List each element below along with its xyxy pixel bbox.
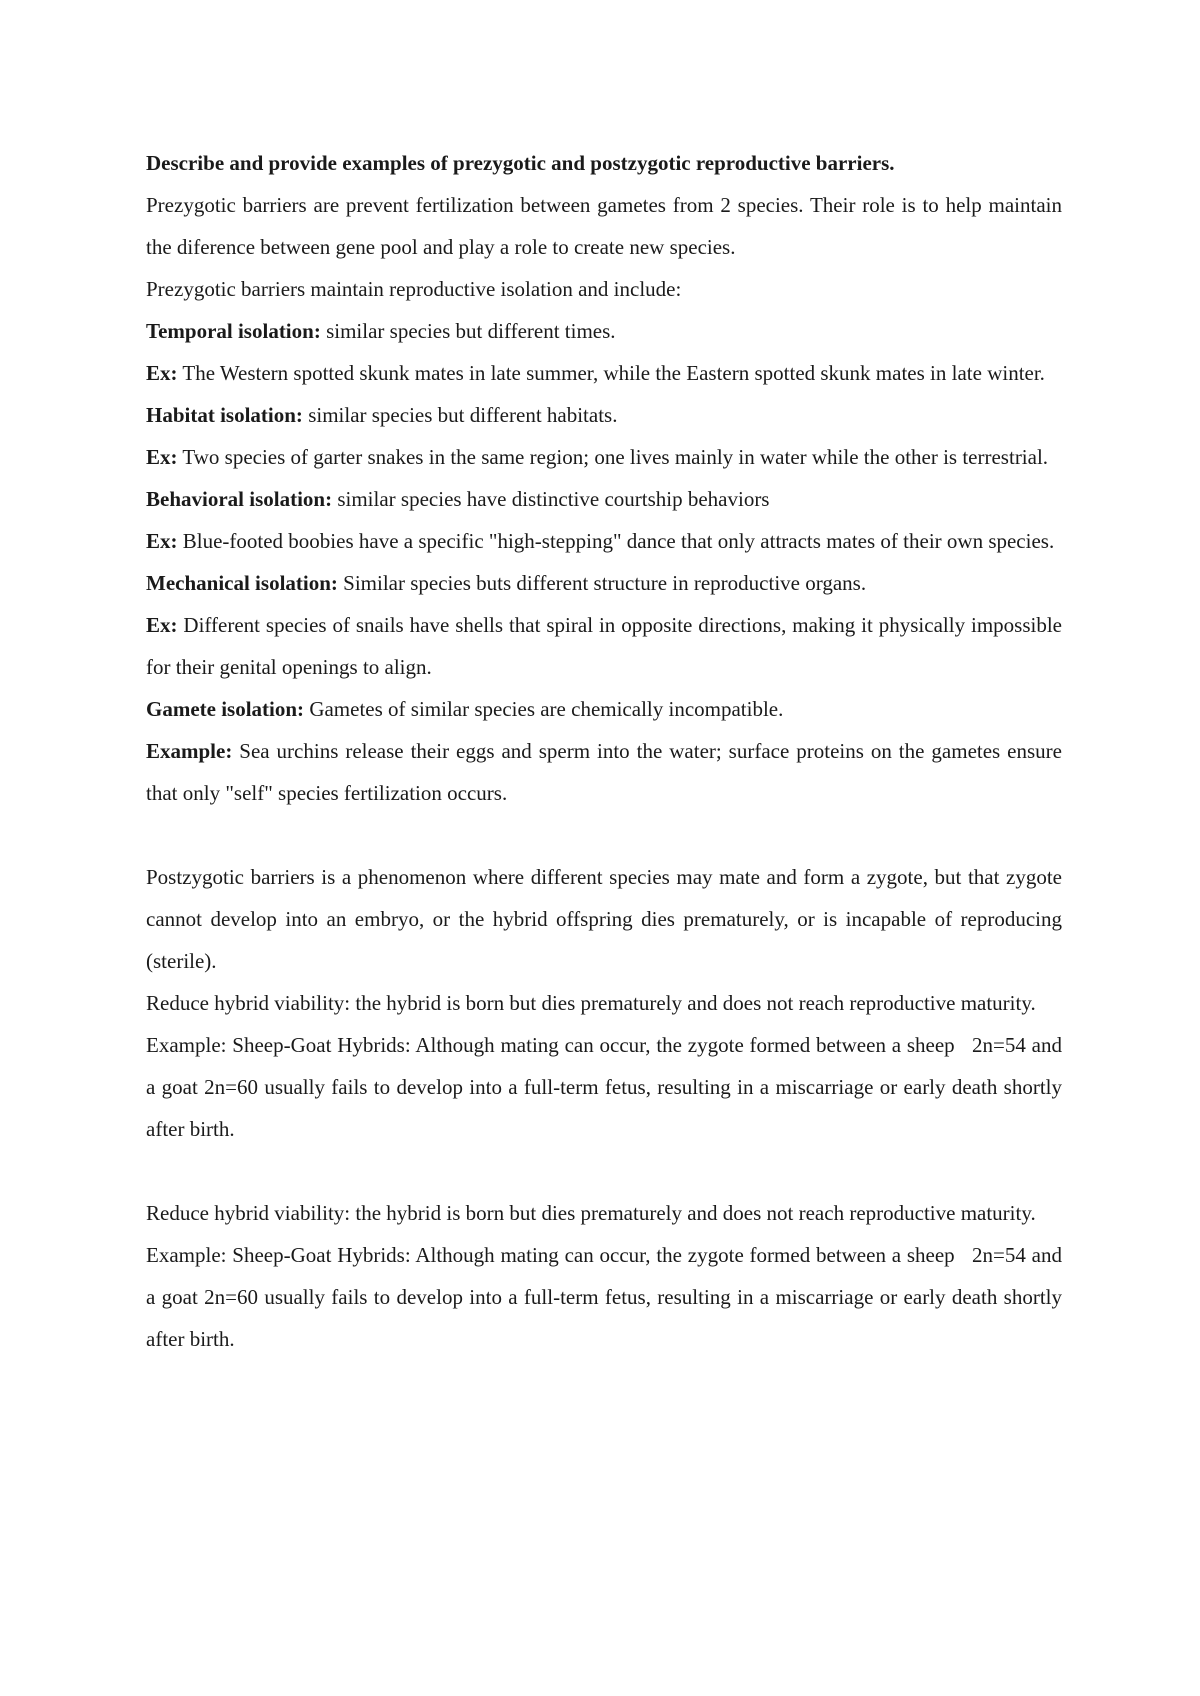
mechanical-label: Mechanical isolation:	[146, 571, 338, 595]
mechanical-text: Similar species buts different structure in reproductive organs.	[337, 571, 867, 595]
mechanical-ex-label: Ex:	[146, 613, 178, 637]
habitat-ex-label: Ex:	[146, 445, 178, 469]
temporal-ex-text: The Western spotted skunk mates in late summer, while the Eastern spotted skunk mates in late winter.	[177, 361, 1045, 385]
mechanical-isolation	[146, 562, 1062, 604]
paragraph-gap	[146, 814, 1062, 856]
mechanical-ex-text: Different species of snails have shells that spiral in opposite directions, making it physically impossible for their genital openings to align.	[146, 613, 1062, 679]
document-body	[146, 142, 1068, 1360]
behavioral-ex-label: Ex:	[146, 529, 178, 553]
habitat-isolation	[146, 394, 1062, 436]
temporal-isolation	[146, 310, 1062, 352]
behavioral-text: similar species have distinctive courtship behaviors	[332, 487, 770, 511]
habitat-text: similar species but different habitats.	[302, 403, 618, 427]
reduce-hybrid-viability-1: Reduce hybrid viability: the hybrid is born but dies prematurely and does not reach reproductive maturity.	[146, 991, 1036, 1015]
mechanical-example	[146, 604, 1062, 688]
gamete-isolation	[146, 688, 1062, 730]
postzygotic-intro: Postzygotic barriers is a phenomenon where different species may mate and form a zygote, but that zygote cannot develop into an embryo, or the hybrid offspring dies prematurely, or is incapable of reproducing (sterile).	[146, 865, 1062, 973]
temporal-ex-label: Ex:	[146, 361, 178, 385]
gamete-text: Gametes of similar species are chemically incompatible.	[304, 697, 784, 721]
habitat-ex-text: Two species of garter snakes in the same region; one lives mainly in water while the other is terrestrial.	[177, 445, 1049, 469]
gamete-ex-label: Example:	[146, 739, 233, 763]
temporal-label: Temporal isolation:	[146, 319, 321, 343]
temporal-text: similar species but different times.	[320, 319, 616, 343]
gamete-label: Gamete isolation:	[146, 697, 305, 721]
sheep-goat-example-1: Example: Sheep-Goat Hybrids: Although mating can occur, the zygote formed between a sheep 2n=54 and a goat 2n=60 usually fails to develop into a full-term fetus, resulting in a miscarriage or early death shortly after birth.	[146, 1033, 1068, 1141]
behavioral-label: Behavioral isolation:	[146, 487, 333, 511]
behavioral-example	[146, 520, 1062, 562]
gamete-example	[146, 730, 1062, 814]
document-title: Describe and provide examples of prezygotic and postzygotic reproductive barriers.	[146, 151, 895, 175]
sheep-goat-example-2: Example: Sheep-Goat Hybrids: Although mating can occur, the zygote formed between a sheep 2n=54 and a goat 2n=60 usually fails to develop into a full-term fetus, resulting in a miscarriage or early death shortly after birth.	[146, 1243, 1068, 1351]
prezygotic-intro-2: Prezygotic barriers maintain reproductive isolation and include:	[146, 277, 682, 301]
reduce-hybrid-viability-2: Reduce hybrid viability: the hybrid is born but dies prematurely and does not reach reproductive maturity.	[146, 1201, 1036, 1225]
habitat-example	[146, 436, 1062, 478]
behavioral-ex-text: Blue-footed boobies have a specific "high-stepping" dance that only attracts mates of their own species.	[177, 529, 1055, 553]
habitat-label: Habitat isolation:	[146, 403, 303, 427]
gamete-ex-text: Sea urchins release their eggs and sperm into the water; surface proteins on the gametes ensure that only "self" species fertilization occurs.	[146, 739, 1062, 805]
paragraph-gap	[146, 1150, 1062, 1192]
behavioral-isolation	[146, 478, 1062, 520]
temporal-example	[146, 352, 1062, 394]
prezygotic-intro: Prezygotic barriers are prevent fertilization between gametes from 2 species. Their role is to help maintain the diference between gene pool and play a role to create new species.	[146, 193, 1062, 259]
